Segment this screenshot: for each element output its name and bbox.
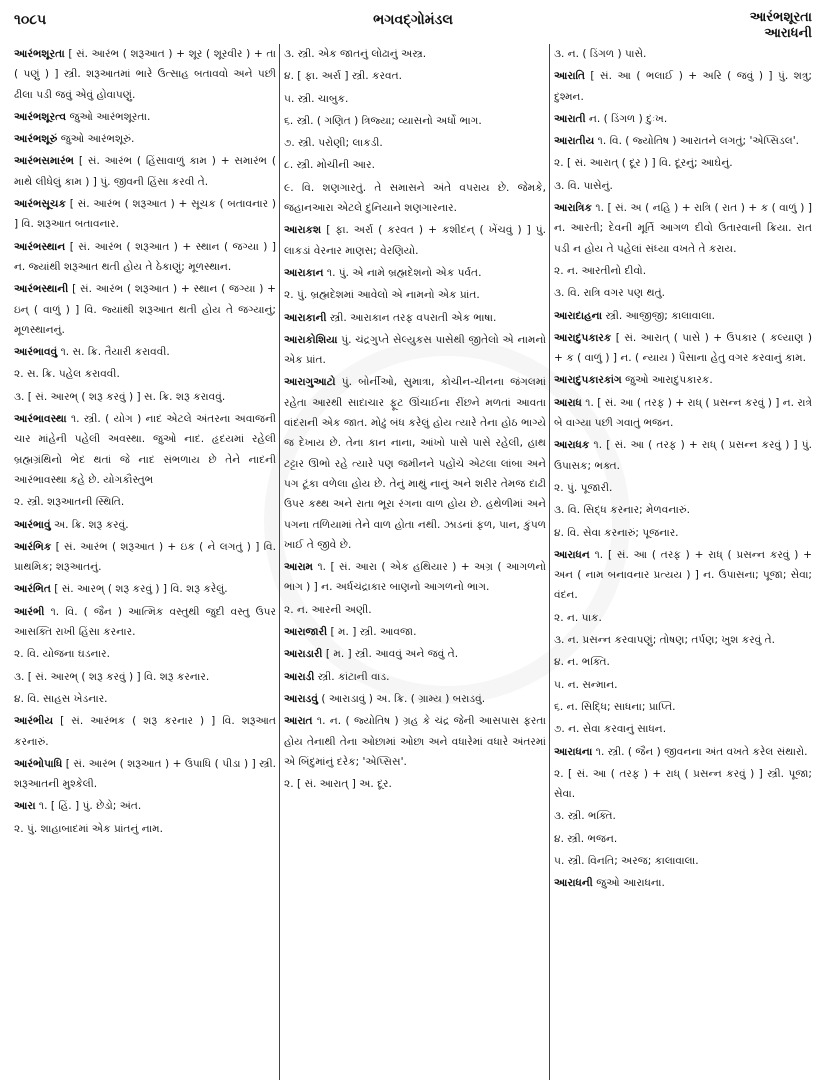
dictionary-entry (284, 89, 546, 109)
dictionary-entry (14, 754, 276, 795)
column-3 (554, 44, 812, 1080)
entry-headword: આરંભસ્થાની (14, 283, 69, 296)
entry-definition: ૨. ન. પાક. (554, 611, 602, 624)
dictionary-entry (554, 500, 812, 520)
entry-definition: અ. ક્રિ. શરૂ કરવું. (50, 518, 129, 531)
dictionary-entry (554, 176, 812, 196)
entry-headword: આરાડવું (284, 692, 318, 705)
dictionary-entry (14, 409, 276, 490)
entry-definition: ૪. [ ફા. અર્રા ] સ્ત્રી. કરવત. (284, 70, 402, 83)
entry-headword: આરાકાની (284, 311, 327, 324)
dictionary-entry (284, 66, 546, 86)
entry-headword: આરાગુઆટો (284, 376, 336, 389)
dictionary-entry (14, 644, 276, 664)
entry-definition: ૩. ન. પ્રસન્ન કરવાપણું; તોષણ; તર્પણ; ખુશ કરવું તે. (554, 634, 776, 647)
entry-definition: ૪. વિ. સેવા કરનારું; પૂજનાર. (554, 526, 679, 539)
entry-headword: આરાદુપકારક (554, 331, 612, 344)
entry-headword: આરાદુપકારકાંગ (554, 374, 622, 387)
entry-headword: આરા (14, 800, 36, 813)
dictionary-entry (554, 545, 812, 606)
dictionary-entry (284, 600, 546, 620)
dictionary-entry (554, 478, 812, 498)
dictionary-entry (284, 557, 546, 598)
dictionary-entry (554, 873, 812, 893)
entry-definition: [ સં. આરંભ ( શરૂઆત ) + ઇક ( ને લગતું ) ] વિ. પ્રાથમિક; શરૂઆતનું. (14, 540, 276, 574)
dictionary-entry (284, 330, 546, 371)
entry-headword: આરંભશૂરતા (14, 48, 65, 60)
dictionary-entry (284, 308, 546, 328)
entry-headword: આરંભાવવું (14, 346, 58, 359)
dictionary-entry (554, 261, 812, 281)
dictionary-entry (554, 153, 812, 173)
dictionary-entry (14, 107, 276, 127)
entry-headword: આરંભાવસ્થા (14, 413, 67, 426)
entry-headword: આરાતિ (554, 70, 585, 83)
dictionary-entry (14, 689, 276, 709)
entry-headword: આરાતી (554, 112, 586, 125)
dictionary-entry (14, 711, 276, 752)
dictionary-entry (14, 237, 276, 278)
entry-definition: પું. ચંદ્રગુપ્તે સેલ્યુકસ પાસેથી જીતેલો એ નામનો એક પ્રાંત. (284, 333, 546, 367)
entry-definition: [ સં. આરંભ ( શરૂઆત ) + ઉપાધિ ( પીડા ) ] સ્ત્રી. શરૂઆતની મુશ્કેલી. (14, 757, 276, 791)
entry-headword: આરાધના (554, 745, 593, 758)
entry-definition: ૧. [ સં. આ ( તરફ ) + રાધ્ ( પ્રસન્ન કરવું ) ] પું. ઉપાસક; ભક્ત. (554, 439, 812, 472)
dictionary-entry (14, 279, 276, 340)
entry-definition: [ સં. આરંભ ( હિંસાવાળું કામ ) + સમારંભ ( માથે લીધેલું કામ ) ] પું. જીવની હિંસા કરવી તે. (14, 155, 276, 188)
entry-definition: ૮. સ્ત્રી. મોચીની આર. (284, 159, 376, 172)
entry-definition: ૨. ન. આરની અણી. (284, 603, 372, 616)
entry-definition: [ સં. આરાત્ ( પાસે ) + ઉપકાર ( કલ્યાણ ) + ક ( વાળું ) ] ન. ( ન્યાય ) પૈસાના હેતુ વગર કરવાનું કામ. (554, 331, 812, 365)
entry-headword: આરંભશૂરત્વ (14, 110, 67, 123)
dictionary-entry (554, 608, 812, 628)
entry-definition: ૨. સ્ત્રી. શરૂઆતની સ્થિતિ. (14, 496, 125, 509)
entry-definition: ૫. ન. સન્માન. (554, 678, 618, 691)
dictionary-entry (554, 764, 812, 805)
entry-definition: સ્ત્રી. કાંટાની વાડ. (314, 670, 390, 683)
entry-headword: આરંભસ્થાન (14, 240, 66, 253)
dictionary-entry (284, 133, 546, 153)
entry-headword: આરાત (284, 715, 313, 728)
entry-definition: ૧. પું. એ નામે બ્રહ્મદેશનો એક પર્વત. (323, 266, 482, 279)
book-title: ભગવદ્ગોમંડલ (373, 12, 453, 28)
entry-definition: ૩. સ્ત્રી. ભક્તિ. (554, 810, 616, 823)
dictionary-entry (284, 155, 546, 175)
entry-definition: ૧. સ્ત્રી. ( યોગ ) નાદ એટલે અંતરના અવાજની ચાર માંહેની પહેલી અવસ્થા. જુઓ નાદ. હૃદયમાં રહેલી બ્રહ્મગ્રંથિનો ભેદ થતાં જે નાદ સંભળાય છે તેને નાદની આરંભાવસ્થા કહે છે. યોગકૌસ્તુભ (14, 413, 276, 486)
dictionary-entry (554, 630, 812, 650)
column-divider (279, 44, 280, 1080)
dictionary-entry (14, 129, 276, 149)
dictionary-entry (284, 178, 546, 219)
entry-headword: આરાધ (554, 396, 582, 409)
entry-headword: આરામ (284, 561, 314, 574)
entry-definition: ૨. પું. પૂજારી. (554, 481, 613, 494)
entry-definition: પું. બોર્નીઓ, સુમાત્રા, કોચીન-ચીનના જંગલમાં રહેતા આરથી સાદાચાર ફૂટ ઊંચાઈના રીંછને મળતાં આવતા વાંદરાની એક જાત. મોઢું બંધ કરેલું હોય ત્યારે તેના હોઠ ભાગ્યે જ દેખાય છે. તેના કાન નાના, આંખો પાસે પાસે રહેલી, હાથ ટટ્ટાર ઊભો રહે ત્યારે પણ જમીનને પહોંચે એટલા લાંબા અને પગ ટૂંકા વળેલા હોય છે. તેનું માથું નાનું અને શરીર તેમજ દાઢી ઉપર કથ્થ અને રાતા ભૂરા રંગના વાળ હોય છે. હથેળીમાં અને પગના તળિયામાં તેને વાળ હોતા નથી. ઝાડનાં ફળ, પાન, કુંપળ ખાઈ તે જીવે છે. (284, 376, 546, 551)
dictionary-entry (14, 819, 276, 839)
entry-definition: ૫. સ્ત્રી. વિનતિ; અરજ; કાલાવાલા. (554, 854, 699, 867)
entry-definition: ૨. પું. બ્રહ્મદેશમાં આવેલો એ નામનો એક પ્રાંત. (284, 289, 480, 302)
entry-definition: ૧. [ સં. અ ( નહિ ) + રાત્રિ ( રાત ) + ક ( વાળું ) ] ન. આરતી; દેવની મૂર્તિ આગળ દીવો ઉતારવાની ક્રિયા. રાત પડી ન હોય તે પહેલાં સંધ્યા વખતે તે કરાય. (554, 202, 812, 255)
guide-words (750, 10, 812, 42)
dictionary-entry (554, 697, 812, 717)
entry-headword: આરાડારી (284, 648, 323, 661)
entry-definition: ૧. સ. ક્રિ. તૈયારી કરાવવી. (57, 346, 170, 359)
entry-definition: ૨. ન. આરતીનો દીવો. (554, 264, 647, 277)
dictionary-entry (284, 220, 546, 261)
entry-headword: આરંભસમારંભ (14, 155, 75, 168)
dictionary-entry (554, 328, 812, 369)
entry-definition: ૭. સ્ત્રી. પરોણી; લાકડી. (284, 137, 383, 150)
dictionary-entry (554, 523, 812, 543)
entry-definition: ૨. વિ. યોજના ઘડનાર. (14, 648, 110, 661)
entry-definition: ૧. [ સં. આરા ( એક હથિયાર ) + અગ્ર ( આગળનો ભાગ ) ] ન. અર્ધચંદ્રાકાર બાણનો આગળનો ભાગ. (284, 561, 546, 594)
dictionary-entry (14, 537, 276, 578)
dictionary-entry (14, 602, 276, 643)
entry-definition: ૨. [ સં. આરાત્ ( દૂર ) ] વિ. દૂરનું; આઘેનું. (554, 157, 733, 170)
dictionary-entry (554, 109, 812, 129)
dictionary-entry (284, 667, 546, 687)
entry-definition: ૧. વિ. ( જ્યોતિષ ) આરાતને લગતું; 'એપ્સિડલ'. (594, 135, 800, 148)
entry-headword: આરાકાન (284, 266, 324, 279)
entry-headword: આરાતીય (554, 135, 595, 148)
dictionary-entry (284, 774, 546, 794)
entry-headword: આરંભાવું (14, 518, 51, 531)
entry-headword: આરાદાહના (554, 309, 603, 322)
entry-headword: આરાડી (284, 670, 315, 683)
entry-definition: ૨. સ. ક્રિ. પહેલ કરાવવી. (14, 368, 120, 381)
entry-definition: ૩. સ્ત્રી. એક જાતનું લોઢાનું અસ્ત્ર. (284, 48, 427, 60)
entry-definition: ( આરાડાવું ) અ. ક્રિ. ( ગ્રામ્ય ) બરાડવું. (317, 692, 486, 705)
entry-definition: ૨. પું. શાહાબાદમાં એક પ્રાંતનું નામ. (14, 822, 164, 835)
entry-definition: [ મ. ] સ્ત્રી. આવવું અને જવું તે. (322, 648, 459, 661)
dictionary-entry (14, 342, 276, 362)
entry-definition: સ્ત્રી. આજીજી; કાલાવાલા. (602, 309, 716, 322)
column-1 (14, 44, 276, 1080)
entry-headword: આરાત્રિક (554, 202, 592, 215)
column-2 (284, 44, 546, 1080)
entry-definition: સ્ત્રી. આરાકાન તરફ વપરાતી એક ભાષા. (326, 311, 497, 324)
dictionary-entry (554, 675, 812, 695)
dictionary-entry (284, 644, 546, 664)
dictionary-entry (554, 66, 812, 107)
entry-definition: [ સં. આ ( ભલાઈ ) + અરિ ( જવું ) ] પું. શત્રુ; દુશ્મન. (554, 70, 812, 103)
dictionary-entry (14, 667, 276, 687)
dictionary-entry (554, 306, 812, 326)
entry-definition: ૯. વિ. શણગારતું. તે સમાસને અંતે વપરાય છે. જેમકે, જહાનઆરા એટલે દુનિયાને શણગારનાર. (284, 181, 546, 215)
entry-definition: ૧. ન. ( જ્યોતિષ ) ગ્રહ કે ચંદ્ર જેની આસપાસ ફરતા હોય તેનાથી તેના ઓછામાં ઓછા અને વધારેમાં વધારે અંતરમાં એ બિંદુમાંનું દરેક; 'એપ્સિસ'. (284, 715, 546, 768)
entry-definition: ૫. સ્ત્રી. ચાબુક. (284, 92, 349, 105)
entry-definition: ૧. સ્ત્રી. ( જૈન ) જીવનના અંત વખતે કરેલ સંથારો. (592, 745, 808, 758)
dictionary-entry (554, 198, 812, 259)
entry-headword: આરાધની (554, 877, 593, 890)
entry-headword: આરાધન (554, 548, 590, 561)
entry-definition: ૪. ન. ભક્તિ. (554, 656, 610, 669)
entry-definition: ૭. ન. સેવા કરવાનું સાધન. (554, 723, 667, 736)
dictionary-entry (284, 263, 546, 283)
entry-definition: ૪. સ્ત્રી. ભજન. (554, 832, 618, 845)
dictionary-entry (554, 652, 812, 672)
dictionary-entry (554, 719, 812, 739)
dictionary-entry (554, 742, 812, 762)
dictionary-entry (284, 689, 546, 709)
entry-headword: આરંભિત (14, 583, 51, 596)
entry-definition: [ મ. ] સ્ત્રી. આવજા. (327, 626, 417, 639)
dictionary-entry (554, 44, 812, 64)
entry-headword: આરંભોપાધિ (14, 757, 63, 770)
entry-definition: [ સં. આરંભ ( શરૂઆત ) + સ્થાન ( જગ્યા ) + ઇન્ ( વાળું ) ] વિ. જ્યાંથી શરૂઆત થતી હોય તે જગ્યાનું; મૂળસ્થાનનું. (14, 283, 276, 336)
dictionary-entry (14, 364, 276, 384)
dictionary-entry (14, 515, 276, 535)
entry-definition: ૩. [ સં. આરભ્ ( શરૂ કરવું ) ] વિ. શરૂ કરનાર. (14, 670, 210, 683)
dictionary-entry (554, 806, 812, 826)
entry-definition: [ સં. આરંભ ( શરૂઆત ) + શૂર ( શૂરવીર ) + તા ( પણું ) ] સ્ત્રી. શરૂઆતમાં ભારે ઉત્સાહ બતાવવો અને પછી ઢીલા પડી જવું એવું હોવાપણું. (14, 48, 276, 101)
entry-definition: [ સં. આરંભ ( શરૂઆત ) + સ્થાન ( જગ્યા ) ] ન. જ્યાંથી શરૂઆત થતી હોય તે ઠેકાણું; મૂળસ્થાન. (14, 240, 276, 273)
dictionary-page (14, 8, 812, 1080)
dictionary-entry (14, 387, 276, 407)
entry-definition: ૨. [ સં. આ ( તરફ ) + રાધ્ ( પ્રસન્ન કરવું ) ] સ્ત્રી. પૂજા; સેવા. (554, 767, 812, 801)
dictionary-entry (284, 44, 546, 64)
dictionary-entry (554, 435, 812, 476)
entry-columns (14, 44, 812, 1080)
entry-definition: ૩. વિ. રાત્રિ વગર પણ થતું. (554, 287, 666, 300)
dictionary-entry (554, 131, 812, 151)
entry-definition: જુઓ આરાધના. (592, 877, 665, 890)
dictionary-entry (284, 622, 546, 642)
entry-headword: આરંભસૂચક (14, 198, 66, 211)
entry-headword: આરંભી (14, 605, 45, 618)
entry-headword: આરાકોશિયા (284, 333, 338, 346)
dictionary-entry (554, 829, 812, 849)
dictionary-entry (14, 151, 276, 192)
dictionary-entry (284, 111, 546, 131)
guide-word-last: આરાધની (764, 26, 812, 41)
entry-headword: આરાધક (554, 439, 590, 452)
entry-definition: [ સં. આરંભ ( શરૂઆત ) + સૂચક ( બતાવનાર ) ] વિ. શરૂઆત બતાવનાર. (14, 198, 276, 231)
entry-definition: ૩. વિ. સિદ્ધ કરનાર; મેળવનારું. (554, 504, 690, 517)
dictionary-entry (14, 44, 276, 105)
entry-headword: આરંભશૂરું (14, 133, 58, 146)
entry-definition: ૧. વિ. ( જૈન ) આત્મિક વસ્તુથી જુદી વસ્તુ ઉપર આસક્તિ રાખી હિંસા કરનાર. (14, 605, 276, 639)
dictionary-entry (14, 796, 276, 816)
entry-definition: ન. ( ડિંગળ ) દુઃખ. (585, 112, 668, 125)
dictionary-entry (554, 283, 812, 303)
entry-definition: ૧. [ સં. આ ( તરફ ) + રાધ્ ( પ્રસન્ન કરવું ) + અન ( નામ બનાવનાર પ્રત્યય ) ] ન. ઉપાસના; પૂજા; સેવા; વંદન. (554, 548, 812, 602)
entry-definition: ૩. વિ. પાસેનું. (554, 179, 613, 192)
entry-definition: [ ફા. અર્રા ( કરવત ) + કશીદન્ ( ખેંચવું ) ] પું. લાકડાં વેરનાર માણસ; વેરણિયો. (284, 224, 546, 257)
guide-word-first: આરંભશૂરતા (749, 10, 812, 25)
entry-definition: ૩. [ સં. આરભ્ ( શરૂ કરવું ) ] સ. ક્રિ. શરૂ કરાવવું. (14, 390, 226, 403)
entry-headword: આરાકશ (284, 224, 322, 237)
dictionary-entry (554, 393, 812, 434)
page-header (14, 8, 812, 42)
entry-definition: [ સં. આરભ્ ( શરૂ કરવું ) ] વિ. શરૂ કરેલું. (50, 583, 228, 596)
entry-definition: જુઓ આરંભશૂરું. (57, 133, 135, 146)
dictionary-entry (14, 194, 276, 235)
column-divider (549, 44, 550, 1080)
entry-headword: આરંભિક (14, 540, 52, 553)
dictionary-entry (284, 711, 546, 772)
dictionary-entry (284, 285, 546, 305)
entry-definition: ૨. [ સં. આરાત્ ] અ. દૂર. (284, 778, 392, 791)
dictionary-entry (14, 579, 276, 599)
entry-definition: ૪. વિ. સાહસ ખેડનાર. (14, 692, 108, 705)
page-number: ૧૦૮૫ (14, 12, 47, 28)
entry-definition: ૬. સ્ત્રી. ( ગણિત ) ત્રિજ્યા; વ્યાસનો અર્ધો ભાગ. (284, 114, 482, 127)
entry-definition: [ સં. આરંભક ( શરૂ કરનાર ) ] વિ. શરૂઆત કરનારું. (14, 715, 276, 748)
entry-definition: ૩. ન. ( ડિંગળ ) પાસે. (554, 48, 647, 60)
entry-definition: ૬. ન. સિદ્ધિ; સાધના; પ્રાપ્તિ. (554, 700, 676, 713)
dictionary-entry (554, 851, 812, 871)
entry-definition: જુઓ આરાદુપકારક. (621, 374, 713, 387)
entry-definition: ૧. [ હિં. ] પું. છેડો; અંત. (35, 800, 142, 813)
dictionary-entry (284, 372, 546, 555)
entry-definition: ૧. [ સં. આ ( તરફ ) + રાધ્ ( પ્રસન્ન કરવું ) ] ન. રાત્રે બે વાગ્યા પછી ગવાતું ભજન. (554, 396, 812, 430)
dictionary-entry (554, 370, 812, 390)
entry-headword: આરાજારી (284, 626, 328, 639)
dictionary-entry (14, 492, 276, 512)
entry-headword: આરંભીય (14, 715, 54, 728)
entry-definition: જુઓ આરંભશૂરતા. (66, 110, 151, 123)
